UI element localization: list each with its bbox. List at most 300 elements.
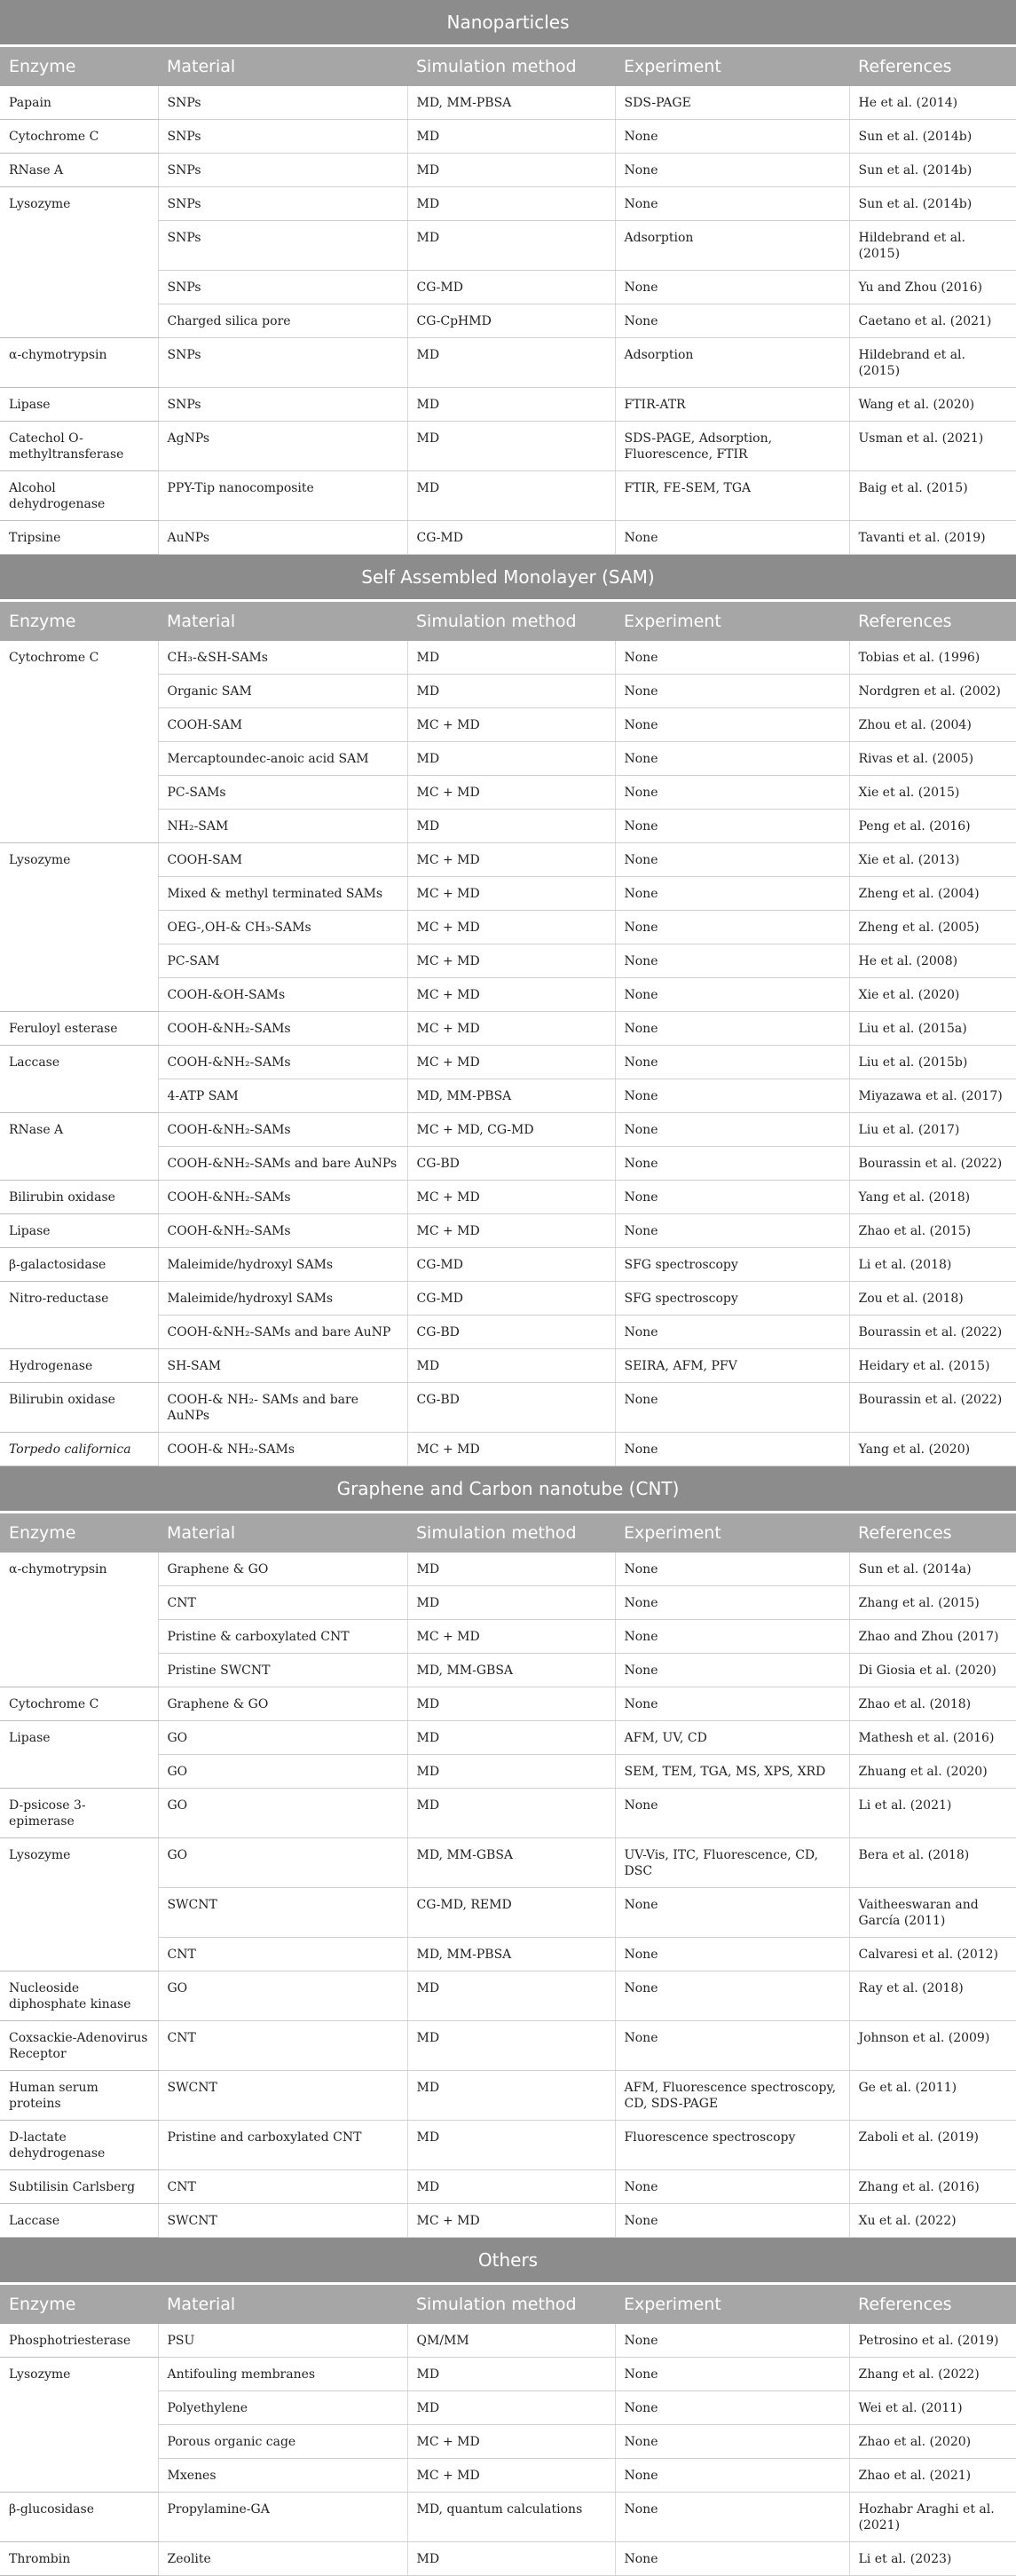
reference-cell: Wei et al. (2011): [849, 2391, 1016, 2425]
experiment-cell: None: [615, 776, 849, 810]
method-cell: MC + MD, CG-MD: [407, 1113, 615, 1147]
experiment-cell: None: [615, 1147, 849, 1181]
reference-cell: Bourassin et al. (2022): [849, 1316, 1016, 1349]
table-row: [0, 2021, 1016, 2071]
column-header: Simulation method: [407, 1513, 615, 1553]
enzyme-cell: Lipase: [0, 1721, 158, 1789]
material-cell: COOH-& NH₂- SAMs and bare AuNPs: [158, 1383, 407, 1433]
experiment-cell: None: [615, 742, 849, 776]
reference-cell: Zhang et al. (2016): [849, 2170, 1016, 2204]
reference-cell: Nordgren et al. (2002): [849, 675, 1016, 708]
material-cell: Antifouling membranes: [158, 2358, 407, 2391]
enzyme-cell: Lipase: [0, 388, 158, 422]
material-cell: PC-SAMs: [158, 776, 407, 810]
table-row: [0, 2204, 1016, 2238]
experiment-cell: None: [615, 675, 849, 708]
enzyme-cell: Tripsine: [0, 521, 158, 555]
reference-cell: Sun et al. (2014a): [849, 1553, 1016, 1586]
method-cell: MC + MD: [407, 1181, 615, 1214]
experiment-cell: SDS-PAGE: [615, 86, 849, 120]
method-cell: CG-MD: [407, 1282, 615, 1316]
method-cell: MD: [407, 2121, 615, 2170]
material-cell: AgNPs: [158, 422, 407, 471]
material-cell: Graphene & GO: [158, 1553, 407, 1586]
column-header: Material: [158, 2284, 407, 2325]
material-cell: COOH-&OH-SAMs: [158, 978, 407, 1012]
material-cell: Pristine and carboxylated CNT: [158, 2121, 407, 2170]
enzyme-cell: Cytochrome C: [0, 1687, 158, 1721]
method-cell: MD: [407, 422, 615, 471]
experiment-cell: None: [615, 154, 849, 187]
reference-cell: Zhou et al. (2004): [849, 708, 1016, 742]
method-cell: CG-MD, REMD: [407, 1888, 615, 1938]
method-cell: MD: [407, 388, 615, 422]
reference-cell: Sun et al. (2014b): [849, 154, 1016, 187]
reference-cell: Xie et al. (2013): [849, 843, 1016, 877]
table-row: [0, 1838, 1016, 1888]
experiment-cell: SDS-PAGE, Adsorption, Fluorescence, FTIR: [615, 422, 849, 471]
experiment-cell: None: [615, 2459, 849, 2493]
material-cell: COOH-&NH₂-SAMs: [158, 1012, 407, 1046]
section-title: Graphene and Carbon nanotube (CNT): [0, 1466, 1016, 1513]
table-row: [0, 2358, 1016, 2391]
reference-cell: Bera et al. (2018): [849, 1838, 1016, 1888]
enzyme-cell: Laccase: [0, 1046, 158, 1113]
experiment-cell: None: [615, 1214, 849, 1248]
reference-cell: Hildebrand et al. (2015): [849, 221, 1016, 271]
table-row: [0, 1383, 1016, 1433]
table-row: [0, 2542, 1016, 2576]
experiment-cell: None: [615, 187, 849, 221]
method-cell: MC + MD: [407, 843, 615, 877]
method-cell: CG-MD: [407, 521, 615, 555]
reference-cell: Usman et al. (2021): [849, 422, 1016, 471]
enzyme-cell: Nitro-reductase: [0, 1282, 158, 1349]
reference-cell: Hozhabr Araghi et al. (2021): [849, 2493, 1016, 2542]
reference-cell: Zhao et al. (2020): [849, 2425, 1016, 2459]
enzyme-cell: Bilirubin oxidase: [0, 1383, 158, 1433]
table-row: [0, 2170, 1016, 2204]
table-row: [0, 1012, 1016, 1046]
table-row: [0, 1248, 1016, 1282]
material-cell: Mxenes: [158, 2459, 407, 2493]
table-row: [0, 1181, 1016, 1214]
experiment-cell: None: [615, 1079, 849, 1113]
reference-cell: Li et al. (2023): [849, 2542, 1016, 2576]
method-cell: MD, MM-GBSA: [407, 1654, 615, 1687]
experiment-cell: None: [615, 1012, 849, 1046]
experiment-cell: None: [615, 1046, 849, 1079]
method-cell: MD, quantum calculations: [407, 2493, 615, 2542]
enzyme-cell: Hydrogenase: [0, 1349, 158, 1383]
column-header: Simulation method: [407, 46, 615, 87]
enzyme-cell: β-glucosidase: [0, 2493, 158, 2542]
material-cell: SNPs: [158, 271, 407, 304]
method-cell: MD: [407, 1553, 615, 1586]
experiment-cell: SEM, TEM, TGA, MS, XPS, XRD: [615, 1755, 849, 1789]
material-cell: CH₃-&SH-SAMs: [158, 641, 407, 675]
material-cell: CNT: [158, 2021, 407, 2071]
reference-cell: Yang et al. (2018): [849, 1181, 1016, 1214]
enzyme-cell: Cytochrome C: [0, 120, 158, 154]
experiment-cell: None: [615, 1654, 849, 1687]
enzyme-cell: Nucleoside diphosphate kinase: [0, 1972, 158, 2021]
reference-cell: Bourassin et al. (2022): [849, 1383, 1016, 1433]
reference-cell: Ge et al. (2011): [849, 2071, 1016, 2121]
material-cell: Maleimide/hydroxyl SAMs: [158, 1282, 407, 1316]
enzyme-cell: Alcohol dehydrogenase: [0, 471, 158, 521]
column-header: References: [849, 46, 1016, 87]
enzyme-cell: Lysozyme: [0, 2358, 158, 2493]
section-title: Self Assembled Monolayer (SAM): [0, 555, 1016, 601]
method-cell: MD, MM-PBSA: [407, 1938, 615, 1972]
method-cell: MC + MD: [407, 1012, 615, 1046]
reference-cell: Calvaresi et al. (2012): [849, 1938, 1016, 1972]
material-cell: SWCNT: [158, 2204, 407, 2238]
column-header-row: [0, 2284, 1016, 2325]
method-cell: MD: [407, 154, 615, 187]
method-cell: MD, MM-PBSA: [407, 1079, 615, 1113]
method-cell: MD: [407, 2391, 615, 2425]
method-cell: MD: [407, 2542, 615, 2576]
reference-cell: Xu et al. (2022): [849, 2204, 1016, 2238]
material-cell: AuNPs: [158, 521, 407, 555]
table-row: [0, 1046, 1016, 1079]
table-row: [0, 422, 1016, 471]
experiment-cell: None: [615, 2204, 849, 2238]
material-cell: COOH-&NH₂-SAMs: [158, 1046, 407, 1079]
column-header: Experiment: [615, 601, 849, 642]
column-header: Enzyme: [0, 1513, 158, 1553]
experiment-cell: None: [615, 1972, 849, 2021]
section-title-row: [0, 555, 1016, 601]
column-header: References: [849, 2284, 1016, 2325]
section-title: Others: [0, 2238, 1016, 2284]
reference-cell: Johnson et al. (2009): [849, 2021, 1016, 2071]
experiment-cell: None: [615, 1789, 849, 1838]
material-cell: SNPs: [158, 221, 407, 271]
material-cell: Zeolite: [158, 2542, 407, 2576]
enzyme-cell: RNase A: [0, 1113, 158, 1181]
experiment-cell: None: [615, 843, 849, 877]
experiment-cell: None: [615, 978, 849, 1012]
material-cell: Porous organic cage: [158, 2425, 407, 2459]
material-cell: SNPs: [158, 338, 407, 388]
reference-cell: Zheng et al. (2004): [849, 877, 1016, 911]
table-row: [0, 388, 1016, 422]
experiment-cell: None: [615, 1888, 849, 1938]
reference-cell: Yu and Zhou (2016): [849, 271, 1016, 304]
enzyme-cell: Catechol O-methyltransferase: [0, 422, 158, 471]
material-cell: 4-ATP SAM: [158, 1079, 407, 1113]
experiment-cell: FTIR-ATR: [615, 388, 849, 422]
method-cell: MD: [407, 1972, 615, 2021]
method-cell: MC + MD: [407, 1620, 615, 1654]
enzyme-cell: D-psicose 3-epimerase: [0, 1789, 158, 1838]
material-cell: SNPs: [158, 154, 407, 187]
experiment-cell: None: [615, 1586, 849, 1620]
column-header: Simulation method: [407, 601, 615, 642]
reference-cell: He et al. (2008): [849, 944, 1016, 978]
reference-cell: Hildebrand et al. (2015): [849, 338, 1016, 388]
experiment-cell: SFG spectroscopy: [615, 1248, 849, 1282]
material-cell: Organic SAM: [158, 675, 407, 708]
material-cell: Pristine & carboxylated CNT: [158, 1620, 407, 1654]
experiment-cell: None: [615, 1181, 849, 1214]
reference-cell: Peng et al. (2016): [849, 810, 1016, 843]
enzyme-cell: α-chymotrypsin: [0, 1553, 158, 1687]
enzyme-cell: D-lactate dehydrogenase: [0, 2121, 158, 2170]
enzyme-cell: Subtilisin Carlsberg: [0, 2170, 158, 2204]
material-cell: PC-SAM: [158, 944, 407, 978]
method-cell: MC + MD: [407, 877, 615, 911]
reference-cell: Tobias et al. (1996): [849, 641, 1016, 675]
enzyme-cell: Cytochrome C: [0, 641, 158, 843]
section-title-row: [0, 2238, 1016, 2284]
enzyme-cell: Coxsackie-Adenovirus Receptor: [0, 2021, 158, 2071]
experiment-cell: None: [615, 877, 849, 911]
method-cell: CG-MD: [407, 1248, 615, 1282]
material-cell: Propylamine-GA: [158, 2493, 407, 2542]
experiment-cell: AFM, Fluorescence spectroscopy, CD, SDS-PAGE: [615, 2071, 849, 2121]
experiment-cell: UV-Vis, ITC, Fluorescence, CD, DSC: [615, 1838, 849, 1888]
method-cell: MC + MD: [407, 1046, 615, 1079]
experiment-cell: Fluorescence spectroscopy: [615, 2121, 849, 2170]
method-cell: MD: [407, 1687, 615, 1721]
reference-cell: Xie et al. (2015): [849, 776, 1016, 810]
reference-cell: Zheng et al. (2005): [849, 911, 1016, 944]
experiment-cell: None: [615, 944, 849, 978]
reference-cell: Zhang et al. (2015): [849, 1586, 1016, 1620]
material-cell: GO: [158, 1721, 407, 1755]
material-cell: Maleimide/hydroxyl SAMs: [158, 1248, 407, 1282]
material-cell: CNT: [158, 1938, 407, 1972]
material-cell: SNPs: [158, 120, 407, 154]
reference-cell: Sun et al. (2014b): [849, 187, 1016, 221]
material-cell: NH₂-SAM: [158, 810, 407, 843]
enzyme-cell: Bilirubin oxidase: [0, 1181, 158, 1214]
column-header: Material: [158, 1513, 407, 1553]
column-header: Enzyme: [0, 601, 158, 642]
enzyme-cell: Human serum proteins: [0, 2071, 158, 2121]
column-header: Experiment: [615, 46, 849, 87]
experiment-cell: None: [615, 2391, 849, 2425]
material-cell: SWCNT: [158, 2071, 407, 2121]
material-cell: SNPs: [158, 388, 407, 422]
material-cell: Mercaptoundec-anoic acid SAM: [158, 742, 407, 776]
table-row: [0, 843, 1016, 877]
method-cell: MC + MD: [407, 2459, 615, 2493]
method-cell: MC + MD: [407, 2204, 615, 2238]
column-header: References: [849, 1513, 1016, 1553]
reference-cell: He et al. (2014): [849, 86, 1016, 120]
material-cell: SNPs: [158, 86, 407, 120]
material-cell: COOH-SAM: [158, 843, 407, 877]
enzyme-cell: Papain: [0, 86, 158, 120]
enzyme-cell: Feruloyl esterase: [0, 1012, 158, 1046]
method-cell: MD: [407, 675, 615, 708]
table-row: [0, 521, 1016, 555]
table-row: [0, 1721, 1016, 1755]
reference-cell: Yang et al. (2020): [849, 1433, 1016, 1466]
reference-cell: Zhao et al. (2018): [849, 1687, 1016, 1721]
reference-cell: Zhang et al. (2022): [849, 2358, 1016, 2391]
reference-cell: Liu et al. (2017): [849, 1113, 1016, 1147]
experiment-cell: SFG spectroscopy: [615, 1282, 849, 1316]
material-cell: COOH-&NH₂-SAMs and bare AuNPs: [158, 1147, 407, 1181]
method-cell: MD: [407, 221, 615, 271]
experiment-cell: None: [615, 2542, 849, 2576]
experiment-cell: None: [615, 521, 849, 555]
table-row: [0, 338, 1016, 388]
method-cell: MC + MD: [407, 776, 615, 810]
method-cell: MD: [407, 471, 615, 521]
column-header: Simulation method: [407, 2284, 615, 2325]
method-cell: MD: [407, 641, 615, 675]
method-cell: MD: [407, 1789, 615, 1838]
column-header-row: [0, 1513, 1016, 1553]
method-cell: MC + MD: [407, 1433, 615, 1466]
reference-cell: Petrosino et al. (2019): [849, 2324, 1016, 2358]
method-cell: MC + MD: [407, 708, 615, 742]
method-cell: MC + MD: [407, 911, 615, 944]
reference-cell: Wang et al. (2020): [849, 388, 1016, 422]
experiment-cell: None: [615, 1433, 849, 1466]
material-cell: Polyethylene: [158, 2391, 407, 2425]
reference-cell: Liu et al. (2015b): [849, 1046, 1016, 1079]
method-cell: MD: [407, 1755, 615, 1789]
enzyme-cell: Torpedo californica: [0, 1433, 158, 1466]
material-cell: COOH-&NH₂-SAMs and bare AuNP: [158, 1316, 407, 1349]
method-cell: CG-MD: [407, 271, 615, 304]
material-cell: COOH-&NH₂-SAMs: [158, 1181, 407, 1214]
experiment-cell: None: [615, 1620, 849, 1654]
method-cell: MD: [407, 2170, 615, 2204]
table-row: [0, 1972, 1016, 2021]
table-row: [0, 2493, 1016, 2542]
method-cell: MC + MD: [407, 944, 615, 978]
table-row: [0, 1789, 1016, 1838]
reference-cell: Zhuang et al. (2020): [849, 1755, 1016, 1789]
reference-cell: Li et al. (2018): [849, 1248, 1016, 1282]
reference-cell: Miyazawa et al. (2017): [849, 1079, 1016, 1113]
reference-cell: Vaitheeswaran and García (2011): [849, 1888, 1016, 1938]
column-header-row: [0, 601, 1016, 642]
reference-cell: Sun et al. (2014b): [849, 120, 1016, 154]
reference-cell: Rivas et al. (2005): [849, 742, 1016, 776]
experiment-cell: None: [615, 708, 849, 742]
enzyme-cell: Lipase: [0, 1214, 158, 1248]
table-row: [0, 154, 1016, 187]
method-cell: MD: [407, 1721, 615, 1755]
enzyme-cell: Lysozyme: [0, 843, 158, 1012]
material-cell: GO: [158, 1755, 407, 1789]
method-cell: MC + MD: [407, 2425, 615, 2459]
material-cell: CNT: [158, 1586, 407, 1620]
table-row: [0, 1433, 1016, 1466]
method-cell: QM/MM: [407, 2324, 615, 2358]
material-cell: SNPs: [158, 187, 407, 221]
method-cell: MD: [407, 742, 615, 776]
experiment-cell: None: [615, 911, 849, 944]
table-row: [0, 120, 1016, 154]
table-row: [0, 2071, 1016, 2121]
table-row: [0, 1282, 1016, 1316]
reference-cell: Bourassin et al. (2022): [849, 1147, 1016, 1181]
enzyme-cell: Lysozyme: [0, 1838, 158, 1972]
table-row: [0, 1349, 1016, 1383]
reference-cell: Zhao and Zhou (2017): [849, 1620, 1016, 1654]
experiment-cell: FTIR, FE-SEM, TGA: [615, 471, 849, 521]
experiment-cell: None: [615, 1687, 849, 1721]
experiment-cell: None: [615, 1383, 849, 1433]
method-cell: MD: [407, 1349, 615, 1383]
experiment-cell: None: [615, 120, 849, 154]
material-cell: COOH-&NH₂-SAMs: [158, 1214, 407, 1248]
experiment-cell: None: [615, 641, 849, 675]
reference-cell: Mathesh et al. (2016): [849, 1721, 1016, 1755]
enzyme-cell: β-galactosidase: [0, 1248, 158, 1282]
reference-cell: Zhao et al. (2015): [849, 1214, 1016, 1248]
material-cell: OEG-,OH-& CH₃-SAMs: [158, 911, 407, 944]
column-header-row: [0, 46, 1016, 87]
method-cell: CG-BD: [407, 1147, 615, 1181]
reference-cell: Zhao et al. (2021): [849, 2459, 1016, 2493]
method-cell: MC + MD: [407, 978, 615, 1012]
method-cell: MD: [407, 2358, 615, 2391]
method-cell: MD, MM-PBSA: [407, 86, 615, 120]
method-cell: MD: [407, 2071, 615, 2121]
enzyme-cell: RNase A: [0, 154, 158, 187]
method-cell: MD: [407, 120, 615, 154]
material-cell: GO: [158, 1838, 407, 1888]
column-header: Enzyme: [0, 46, 158, 87]
table-row: [0, 86, 1016, 120]
enzyme-cell: Phosphotriesterase: [0, 2324, 158, 2358]
table-row: [0, 641, 1016, 675]
method-cell: MD: [407, 810, 615, 843]
reference-cell: Ray et al. (2018): [849, 1972, 1016, 2021]
reference-cell: Liu et al. (2015a): [849, 1012, 1016, 1046]
experiment-cell: Adsorption: [615, 338, 849, 388]
reference-cell: Zaboli et al. (2019): [849, 2121, 1016, 2170]
material-cell: PSU: [158, 2324, 407, 2358]
reference-cell: Zou et al. (2018): [849, 1282, 1016, 1316]
table-row: [0, 1687, 1016, 1721]
column-header: Material: [158, 601, 407, 642]
material-cell: SH-SAM: [158, 1349, 407, 1383]
experiment-cell: None: [615, 1316, 849, 1349]
material-cell: Pristine SWCNT: [158, 1654, 407, 1687]
material-cell: PPY-Tip nanocomposite: [158, 471, 407, 521]
experiment-cell: None: [615, 2425, 849, 2459]
reference-cell: Li et al. (2021): [849, 1789, 1016, 1838]
experiment-cell: None: [615, 304, 849, 338]
table-row: [0, 1214, 1016, 1248]
method-cell: CG-CpHMD: [407, 304, 615, 338]
column-header: Experiment: [615, 1513, 849, 1553]
enzyme-cell: Lysozyme: [0, 187, 158, 338]
experiment-cell: None: [615, 271, 849, 304]
column-header: Enzyme: [0, 2284, 158, 2325]
method-cell: CG-BD: [407, 1383, 615, 1433]
reference-cell: Tavanti et al. (2019): [849, 521, 1016, 555]
column-header: Material: [158, 46, 407, 87]
table-row: [0, 471, 1016, 521]
method-cell: MD: [407, 338, 615, 388]
method-cell: MD: [407, 1586, 615, 1620]
material-cell: COOH-& NH₂-SAMs: [158, 1433, 407, 1466]
